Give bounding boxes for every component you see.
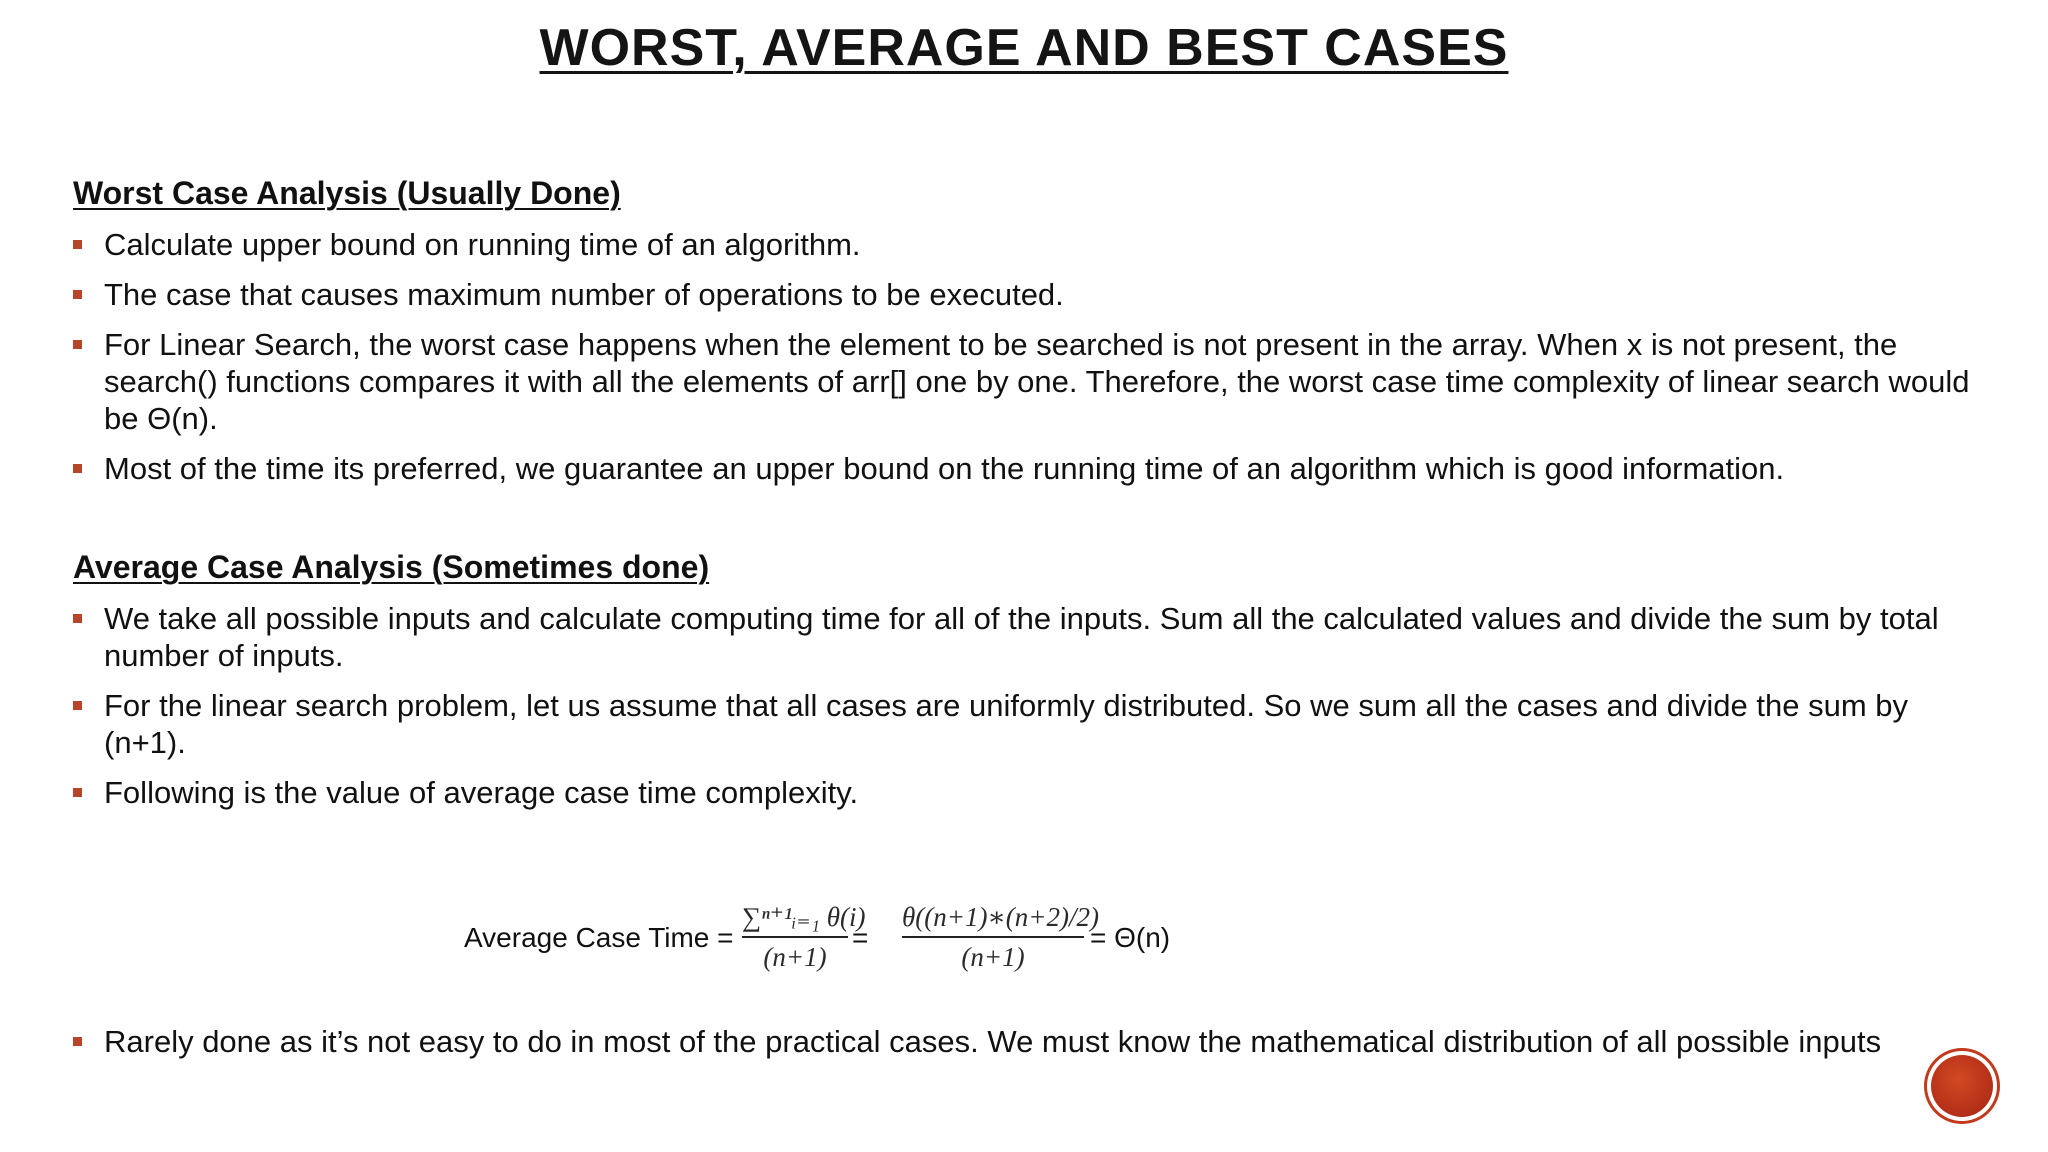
formula-fraction-1 [742,900,866,974]
slide-nav-button[interactable] [1924,1048,2000,1124]
bullet-text: Most of the time its preferred, we guarantee an upper bound on the running time of an algorithm which is good information. [104,451,1785,486]
average-bullet-4 [73,1023,2013,1060]
formula-result: = Θ(n) [1090,922,1171,953]
fraction-2-bar [902,936,1084,938]
bullet-marker-icon [73,701,82,710]
worst-bullet-3 [73,326,1988,437]
bullet-text: We take all possible inputs and calculate computing time for all of the inputs. Sum all the calculated values and divide the sum by total number of inputs. [104,601,1939,673]
fraction-2-numerator: θ((n+1)∗(n+2)/2) [902,902,1100,932]
bullet-text: Rarely done as it’s not easy to do in most of the practical cases. We must know the mathematical distribution of all possible inputs [104,1024,1882,1059]
average-bullet-1 [73,600,2003,674]
bullet-text: Following is the value of average case time complexity. [104,775,859,810]
bullet-text: For the linear search problem, let us assume that all cases are uniformly distributed. So we sum all the cases and divide the sum by (n+1). [104,688,1909,760]
bullet-marker-icon [73,1037,82,1046]
formula-label: Average Case Time = [464,922,734,953]
average-bullet-2 [73,687,1973,761]
worst-bullet-2 [73,276,2013,313]
bullet-marker-icon [73,788,82,797]
formula-equals-sign: = [852,922,869,953]
bullet-text: For Linear Search, the worst case happens when the element to be searched is not present in the array. When x is not present, the search() functions compares it with all the elements of arr[] one by one. Therefore, the worst case time complexity of linear search would be Θ(n). [104,327,1970,436]
fraction-1-denominator: (n+1) [763,942,827,972]
slide-title: WORST, AVERAGE AND BEST CASES [539,19,1509,77]
bullet-text: The case that causes maximum number of operations to be executed. [104,277,1064,312]
formula-fraction-2 [902,900,1100,974]
average-case-heading: Average Case Analysis (Sometimes done) [73,549,710,585]
average-bullet-3 [73,774,2013,811]
circle-button-icon [1931,1055,1993,1117]
fraction-1-numerator: ∑ⁿ⁺¹ᵢ₌₁ θ(i) [742,902,866,932]
bullet-marker-icon [73,240,82,249]
bullet-marker-icon [73,614,82,623]
bullet-text: Calculate upper bound on running time of an algorithm. [104,227,861,262]
bullet-marker-icon [73,290,82,299]
fraction-1-bar [742,936,848,938]
worst-case-heading: Worst Case Analysis (Usually Done) [73,175,621,211]
worst-bullet-1 [73,226,2013,263]
bullet-marker-icon [73,464,82,473]
bullet-marker-icon [73,340,82,349]
worst-bullet-4 [73,450,2013,487]
fraction-2-denominator: (n+1) [961,942,1025,972]
average-case-formula [464,900,1184,980]
